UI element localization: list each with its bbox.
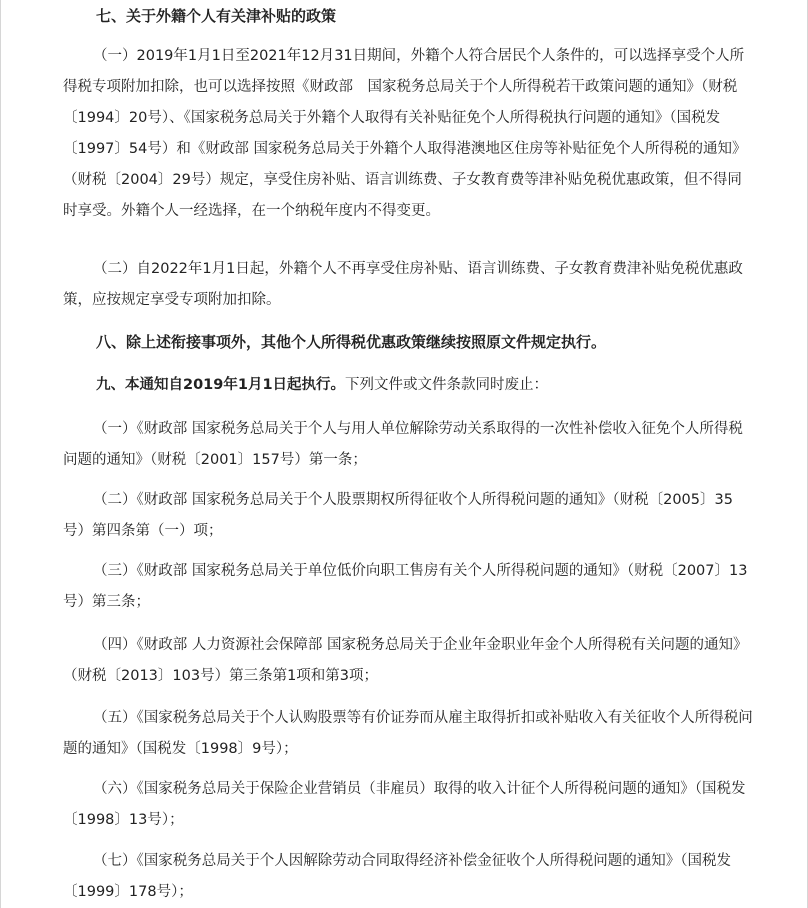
repealed-item-4: （四）《财政部 人力资源社会保障部 国家税务总局关于企业年金职业年金个人所得税有关问题的通知》（财税〔2013〕103号）第三条第1项和第3项； <box>63 637 748 684</box>
repealed-item-1: （一）《财政部 国家税务总局关于个人与用人单位解除劳动关系取得的一次性补偿收入征免个人所得税问题的通知》（财税〔2001〕157号）第一条； <box>63 421 743 468</box>
section-9-title <box>63 370 753 401</box>
repealed-item-5: （五）《国家税务总局关于个人认购股票等有价证券而从雇主取得折扣或补贴收入有关征收个人所得税问题的通知》（国税发〔1998〕9号）； <box>63 710 753 757</box>
section-7-paragraph-1: （一）2019年1月1日至2021年12月31日期间，外籍个人符合居民个人条件的，可以选择享受个人所得税专项附加扣除，也可以选择按照《财政部 国家税务总局关于个人所得税若干政策问题的通知》（财税〔1994〕20号）、《国家税务总局关于外籍个人取得有关补贴征免个人所得税执行问题的通知》（国税发〔1997〕54号）和《财政部 国家税务总局关于外籍个人取得港澳地区住房等补贴征免个人所得税的通知》（财税〔2004〕29号）规定，享受住房补贴、语言训练费、子女教育费等津补贴免税优惠政策，但不得同时享受。外籍个人一经选择，在一个纳税年度内不得变更。 <box>63 48 747 219</box>
section-7-paragraph-2: （二）自2022年1月1日起，外籍个人不再享受住房补贴、语言训练费、子女教育费津补贴免税优惠政策，应按规定享受专项附加扣除。 <box>63 261 743 308</box>
section-9-title-rest: 下列文件或文件条款同时废止： <box>345 377 549 393</box>
section-8-title: 八、除上述衔接事项外，其他个人所得税优惠政策继续按照原文件规定执行。 <box>96 333 607 351</box>
section-9-title-bold: 九、本通知自2019年1月1日起执行。 <box>96 377 346 393</box>
repealed-item-3: （三）《财政部 国家税务总局关于单位低价向职工售房有关个人所得税问题的通知》（财税〔2007〕13号）第三条； <box>63 563 748 610</box>
repealed-item-6: （六）《国家税务总局关于保险企业营销员（非雇员）取得的收入计征个人所得税问题的通知》（国税发〔1998〕13号）； <box>63 781 746 828</box>
repealed-item-2: （二）《财政部 国家税务总局关于个人股票期权所得征收个人所得税问题的通知》（财税〔2005〕35号）第四条第（一）项； <box>63 492 733 539</box>
repealed-item-7: （七）《国家税务总局关于个人因解除劳动合同取得经济补偿金征收个人所得税问题的通知》（国税发〔1999〕178号）； <box>63 853 731 900</box>
section-7-title: 七、关于外籍个人有关津补贴的政策 <box>96 7 337 25</box>
